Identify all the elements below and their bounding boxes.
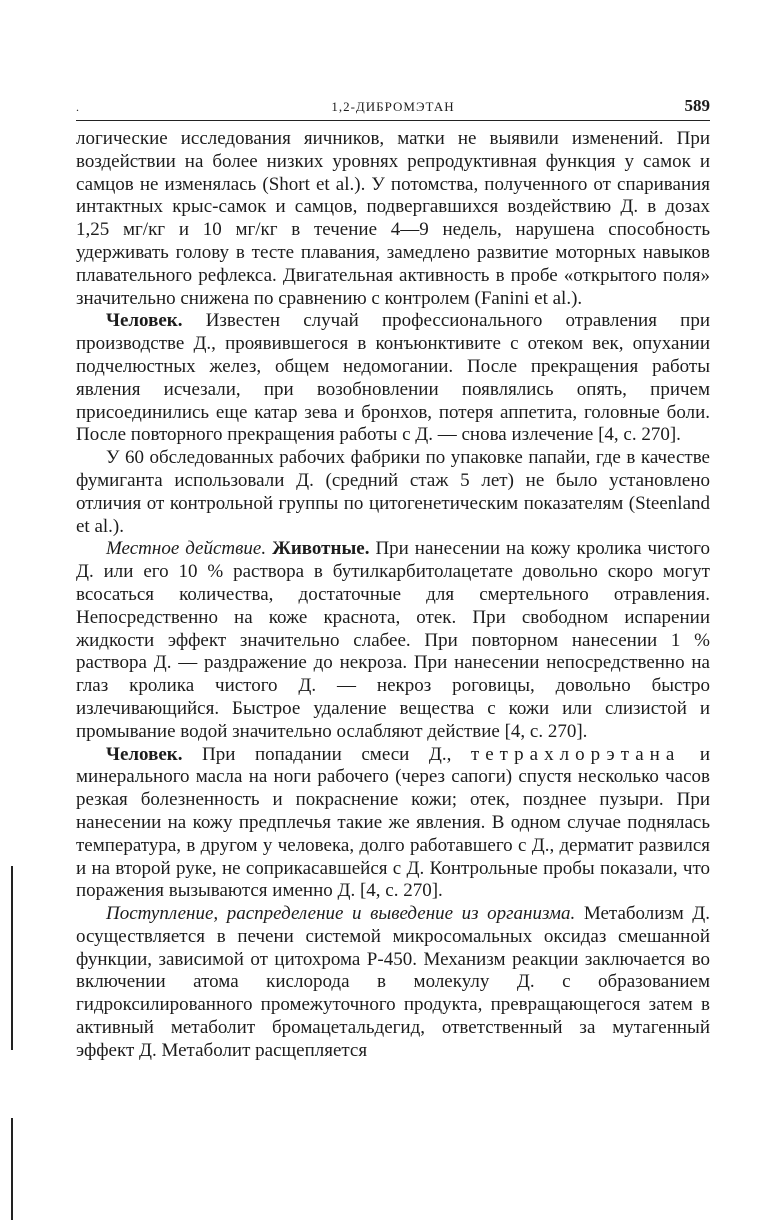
paragraph-5 bbox=[76, 744, 710, 904]
section-label-human-2: Человек. bbox=[106, 743, 183, 765]
paragraph-6-text: Метаболизм Д. осуществляется в печени системой микросомальных оксидаз смешанной функции, зависимой от цитохрома Р-450. Механизм реакции заключается во включении атома кислорода в молекулу Д. с образованием гидроксилированного промежуточного продукта, превращающегося затем в активный метаболит бромацетальдегид, ответственный за мутагенный эффект Д. Метаболит расщепляется bbox=[76, 903, 710, 1061]
section-label-human: Человек. bbox=[106, 310, 183, 332]
paragraph-6 bbox=[76, 903, 710, 1063]
section-label-animals: Животные. bbox=[272, 538, 370, 560]
spaced-term: тетрахлорэтана bbox=[470, 743, 681, 765]
scan-margin-line-lower bbox=[11, 1118, 13, 1220]
header-rule bbox=[76, 120, 710, 121]
running-title: 1,2-ДИБРОМЭТАН bbox=[331, 99, 455, 114]
paragraph-2 bbox=[76, 310, 710, 447]
paragraph-1 bbox=[76, 128, 710, 310]
body-text bbox=[76, 128, 710, 1063]
paragraph-5-text-b: и минерального масла на ноги рабочего (через сапоги) спустя несколько часов резкая болезненность и покраснение кожи; отек, позднее пузыри. При нанесении на кожу предплечья такие же явления. В одном случае поднялась температура, в другом у человека, долго работавшего с Д., дерматит развился и на второй руке, не соприкасавшейся с Д. Контрольные пробы показали, что поражения вызываются именно Д. [4, с. 270]. bbox=[76, 743, 710, 902]
running-header bbox=[76, 96, 710, 118]
page-number: 589 bbox=[684, 96, 710, 115]
header-dot: . bbox=[76, 100, 79, 114]
paragraph-4-text: При нанесении на кожу кролика чистого Д. или его 10 % раствора в бутилкарбитолацетате довольно скоро могут всосаться количества, достаточные для смертельного отравления. Непосредственно на коже краснота, отек. При свободном испарении жидкости эффект значительно слабее. При повторном нанесении 1 % раствора Д. — раздражение до некроза. При нанесении непосредственно на глаз кролика чистого Д. — некроз роговицы, довольно быстро излечивающийся. Быстрое удаление вещества с кожи или слизистой и промывание водой значительно ослабляют действие [4, с. 270]. bbox=[76, 538, 711, 742]
scan-margin-line-upper bbox=[11, 866, 13, 1050]
paragraph-3 bbox=[76, 447, 710, 538]
section-title-metabolism: Поступление, распределение и выведение из организма. bbox=[106, 903, 576, 925]
paragraph-4 bbox=[76, 538, 710, 743]
paragraph-2-text: Известен случай профессионального отравления при производстве Д., проявившегося в конъюнктивите с отеком век, опухании подчелюстных желез, общем недомогании. После прекращения работы явления исчезали, при возобновлении появлялись опять, причем присоединились еще катар зева и бронхов, потеря аппетита, головные боли. После повторного прекращения работы с Д. — снова излечение [4, с. 270]. bbox=[76, 310, 710, 446]
paragraph-3-text: У 60 обследованных рабочих фабрики по упаковке папайи, где в качестве фумиганта использовали Д. (средний стаж 5 лет) не было установлено отличия от контрольной группы по цитогенетическим показателям (Steenland et al.). bbox=[76, 447, 710, 537]
paragraph-1-text: логические исследования яичников, матки не выявили изменений. При воздействии на более низких уровнях репродуктивная функция у самок и самцов не изменялась (Short et al.). У потомства, полученного от спаривания интактных крыс-самок и самцов, подвергавшихся воздействию Д. в дозах 1,25 мг/кг и 10 мг/кг в течение 4—9 недель, нарушена способность удерживать голову в тесте плавания, замедлено развитие моторных навыков плавательного рефлекса. Двигательная активность в пробе «открытого поля» значительно снижена по сравнению с контролем (Fanini et al.). bbox=[76, 128, 710, 309]
paragraph-5-text-a: При попадании смеси Д., bbox=[202, 743, 452, 765]
section-title-local-action: Местное действие. bbox=[106, 538, 267, 560]
